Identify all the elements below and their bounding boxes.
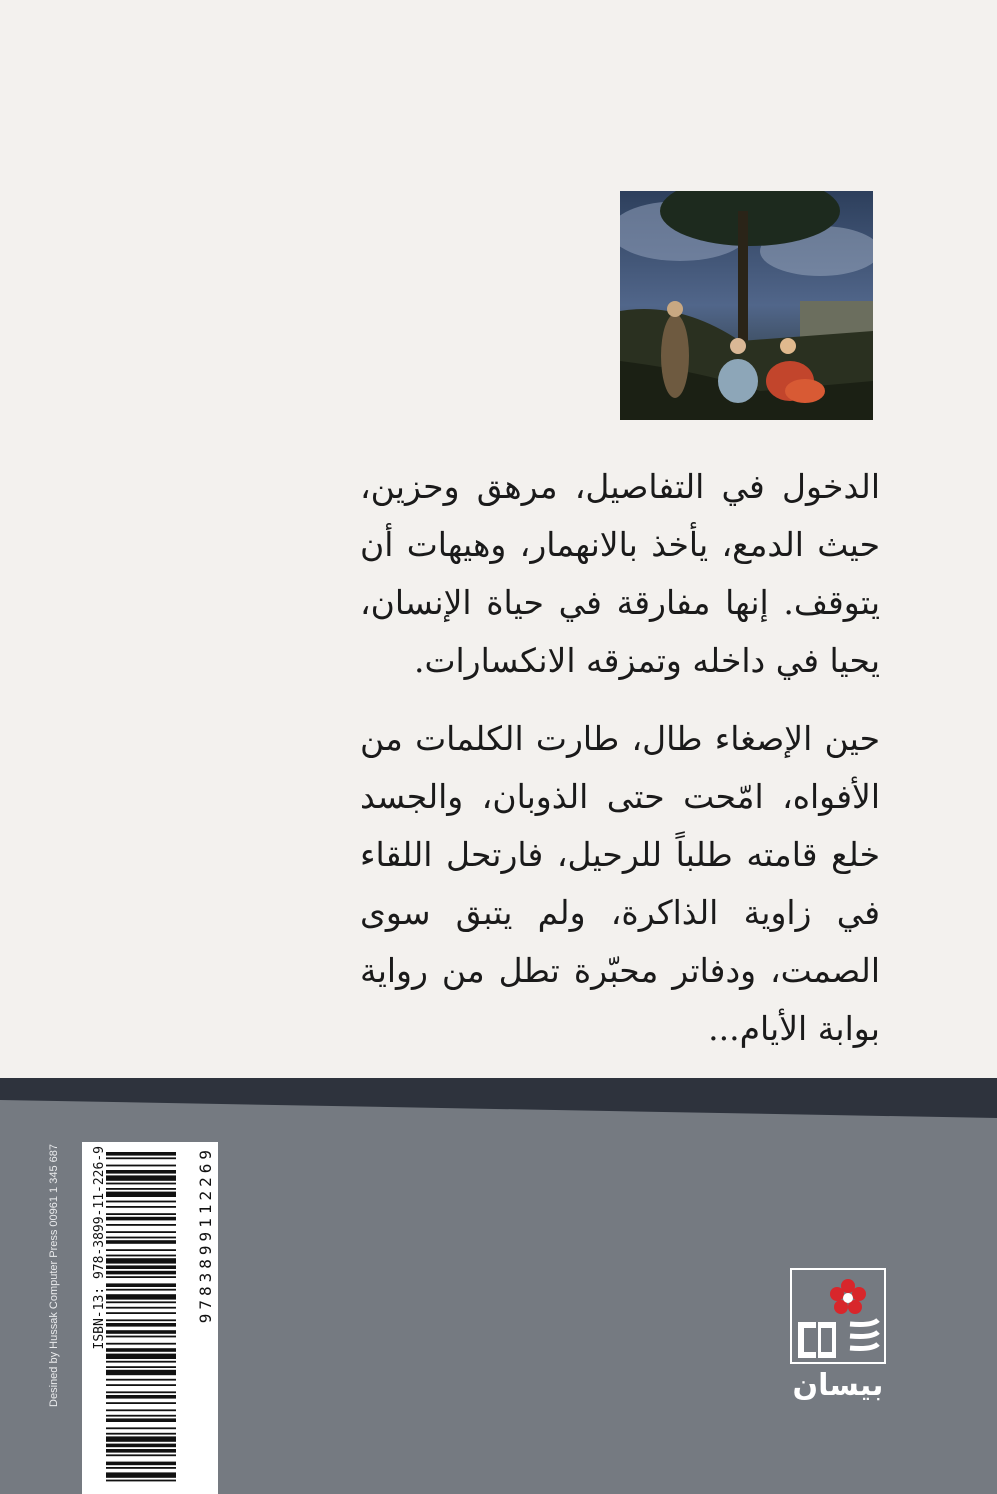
painting-image (620, 191, 873, 420)
barcode-digits: 9783899112269 (196, 1146, 215, 1324)
flower-book-logo-icon (790, 1268, 886, 1364)
back-cover-blurb (360, 458, 880, 1058)
isbn-label: ISBN-13: 978-3899-11-226-9 (92, 1146, 107, 1350)
blurb-paragraph-1: الدخول في التفاصيل، مرهق وحزين، حيث الدمع، يأخذ بالانهمار، وهيهات أن يتوقف. إنها مفارقة في حياة الإنسان، يحيا في داخله وتمزقه الانكسارات. (360, 467, 880, 680)
designer-credit: Desined by Hussak Computer Press 00961 1 345 687 (48, 1144, 60, 1407)
blurb-paragraph-2: حين الإصغاء طال، طارت الكلمات من الأفواه، امّحت حتى الذوبان، والجسد خلع قامته طلباً للرحيل، فارتحل اللقاء في زاوية الذاكرة، ولم يتبق سوى الصمت، ودفاتر محبّرة تطل من رواية بوابة الأيام... (360, 719, 880, 1048)
cover-painting (620, 191, 873, 420)
publisher-name: بيسان (792, 1368, 884, 1403)
